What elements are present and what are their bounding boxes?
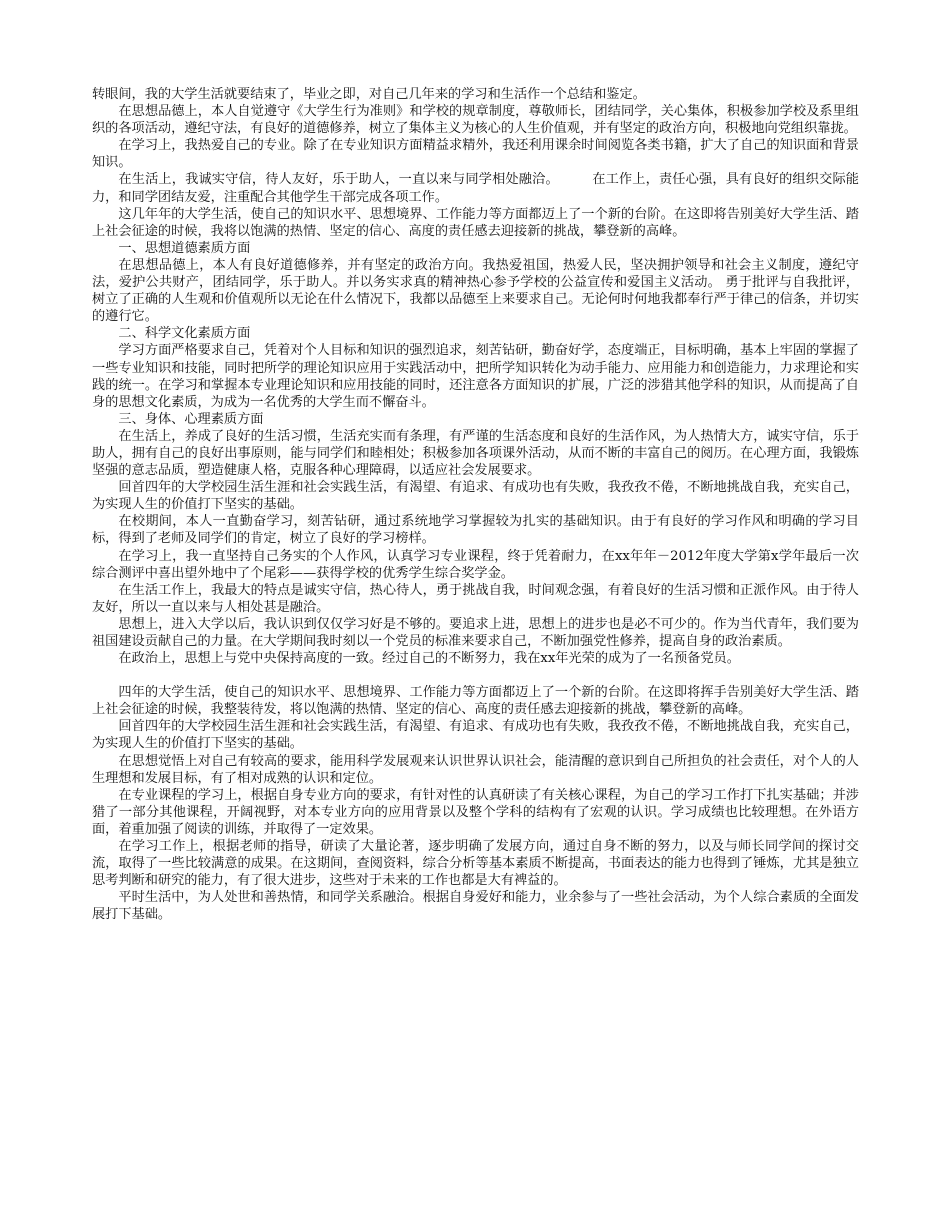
paragraph-campus: 在校期间，本人一直勤奋学习，刻苦钻研，通过系统地学习掌握较为扎实的基础知识。由于有良好的学习作风和明确的学习目标，得到了老师及同学们的肯定，树立了良好的学习榜样。 <box>92 514 859 547</box>
section-heading-moral: 一、思想道德素质方面 <box>118 240 251 256</box>
paragraph-politics: 在政治上，思想上与党中央保持高度的一致。经过自己的不断努力，我在xx年光荣的成为了一名预备党员。 <box>118 651 740 667</box>
paragraph-research: 在学习工作上，根据老师的指导，研读了大量论著，逐步明确了发展方向，通过自身不断的努力，以及与师长同学间的探讨交流，取得了一些比较满意的成果。在这期间，查阅资料，综合分析等基本素质不断提高，书面表达的能力也得到了锤炼，尤其是独立思考判断和研究的能力，有了很大进步，这些对于未来的工作也都是大有裨益的。 <box>92 839 859 889</box>
paragraph-intro: 转眼间，我的大学生活就要结束了，毕业之即，对自己几年来的学习和生活作一个总结和鉴定。 <box>92 87 646 102</box>
paragraph-study: 在学习上，我热爱自己的专业。除了在专业知识方面精益求精外，我还利用课余时间阅览各类书籍，扩大了自己的知识面和背景知识。 <box>92 138 859 171</box>
paragraph-moral: 在思想品德上，本人自觉遵守《大学生行为准则》和学校的规章制度，尊敬师长，团结同学，关心集体，积极参加学校及系里组织的各项活动，遵纪守法，有良好的道德修养，树立了集体主义为核心的人生价值观，并有坚定的政治方向，积极地向党组织靠拢。 <box>92 104 859 137</box>
paragraph-life-work: 在生活上，我诚实守信，待人友好，乐于助人，一直以来与同学相处融洽。 在工作上，责任心强，具有良好的组织交际能力，和同学团结友爱，注重配合其他学生干部完成各项工作。 <box>92 172 859 205</box>
paragraph-awareness: 在思想觉悟上对自己有较高的要求，能用科学发展观来认识世界认识社会，能清醒的意识到自己所担负的社会责任，对个人的人生理想和发展目标，有了相对成熟的认识和定位。 <box>92 753 859 786</box>
blank-line <box>92 667 859 684</box>
paragraph-summary: 这几年年的大学生活，使自己的知识水平、思想境界、工作能力等方面都迈上了一个新的台阶。在这即将告别美好大学生活、踏上社会征途的时候，我将以饱满的热情、坚定的信心、高度的责任感去迎接新的挑战，攀登新的高峰。 <box>92 206 859 239</box>
paragraph-look-back-2: 回首四年的大学校园生活生涯和社会实践生活，有渴望、有追求、有成功也有失败，我孜孜不倦，不断地挑战自我，充实自己，为实现人生的价值打下坚实的基础。 <box>92 719 859 752</box>
paragraph-life-style: 在生活工作上，我最大的特点是诚实守信，热心待人，勇于挑战自我，时间观念强，有着良好的生活习惯和正派作风。由于待人友好，所以一直以来与人相处甚是融洽。 <box>92 582 859 615</box>
section-heading-science: 二、科学文化素质方面 <box>118 326 251 342</box>
paragraph-thought: 思想上，进入大学以后，我认识到仅仅学习好是不够的。要追求上进，思想上的进步也是必不可少的。作为当代青年，我们要为祖国建设贡献自己的力量。在大学期间我时刻以一个党员的标准来要求自己，不断加强党性修养，提高自身的政治素质。 <box>92 616 859 649</box>
paragraph-four-years: 四年的大学生活，使自己的知识水平、思想境界、工作能力等方面都迈上了一个新的台阶。在这即将挥手告别美好大学生活、踏上社会征途的时候，我整装待发，将以饱满的热情、坚定的信心、高度的责任感去迎接新的挑战，攀登新的高峰。 <box>92 685 859 718</box>
paragraph-physical-detail: 在生活上，养成了良好的生活习惯，生活充实而有条理，有严谨的生活态度和良好的生活作风，为人热情大方，诚实守信，乐于助人，拥有自己的良好出事原则，能与同学们和睦相处；积极参加各项课外活动，从而不断的丰富自己的阅历。在心理方面，我锻炼坚强的意志品质，塑造健康人格，克服各种心理障碍，以适应社会发展要求。 <box>92 428 859 479</box>
paragraph-scholarship: 在学习上，我一直坚持自己务实的个人作风，认真学习专业课程，终于凭着耐力，在xx年年－2012年度大学第x学年最后一次综合测评中喜出望外地中了个尾彩——获得学校的优秀学生综合奖学金。 <box>92 548 859 581</box>
paragraph-daily-life: 平时生活中，为人处世和善热情，和同学关系融洽。根据自身爱好和能力，业余参与了一些社会活动，为个人综合素质的全面发展打下基础。 <box>92 890 859 923</box>
paragraph-science-detail: 学习方面严格要求自己，凭着对个人目标和知识的强烈追求，刻苦钻研，勤奋好学，态度端正，目标明确，基本上牢固的掌握了一些专业知识和技能，同时把所学的理论知识应用于实践活动中，把所学知识转化为动手能力、应用能力和创造能力，力求理论和实践的统一。在学习和掌握本专业理论知识和应用技能的同时，还注意各方面知识的扩展，广泛的涉猎其他学科的知识，从而提高了自身的思想文化素质，为成为一名优秀的大学生而不懈奋斗。 <box>92 343 859 410</box>
paragraph-look-back: 回首四年的大学校园生活生涯和社会实践生活，有渴望、有追求、有成功也有失败，我孜孜不倦，不断地挑战自我，充实自己，为实现人生的价值打下坚实的基础。 <box>92 480 859 513</box>
paragraph-courses: 在专业课程的学习上，根据自身专业方向的要求，有针对性的认真研读了有关核心课程，为自己的学习工作打下扎实基础；并涉猎了一部分其他课程，开阔视野，对本专业方向的应用背景以及整个学科的结构有了宏观的认识。学习成绩也比较理想。在外语方面，着重加强了阅读的训练，并取得了一定效果。 <box>92 787 859 837</box>
paragraph-moral-detail: 在思想品德上，本人有良好道德修养，并有坚定的政治方向。我热爱祖国，热爱人民，坚决拥护领导和社会主义制度，遵纪守法，爱护公共财产，团结同学，乐于助人。并以务实求真的精神热心参予学校的公益宣传和爱国主义活动。 勇于批评与自我批评，树立了正确的人生观和价值观所以无论在什么情况下，我都以品德至上来要求自己。无论何时何地我都奉行严于律己的信条，并切实的遵行它。 <box>92 257 859 325</box>
section-heading-physical: 三、身体、心理素质方面 <box>118 411 264 427</box>
